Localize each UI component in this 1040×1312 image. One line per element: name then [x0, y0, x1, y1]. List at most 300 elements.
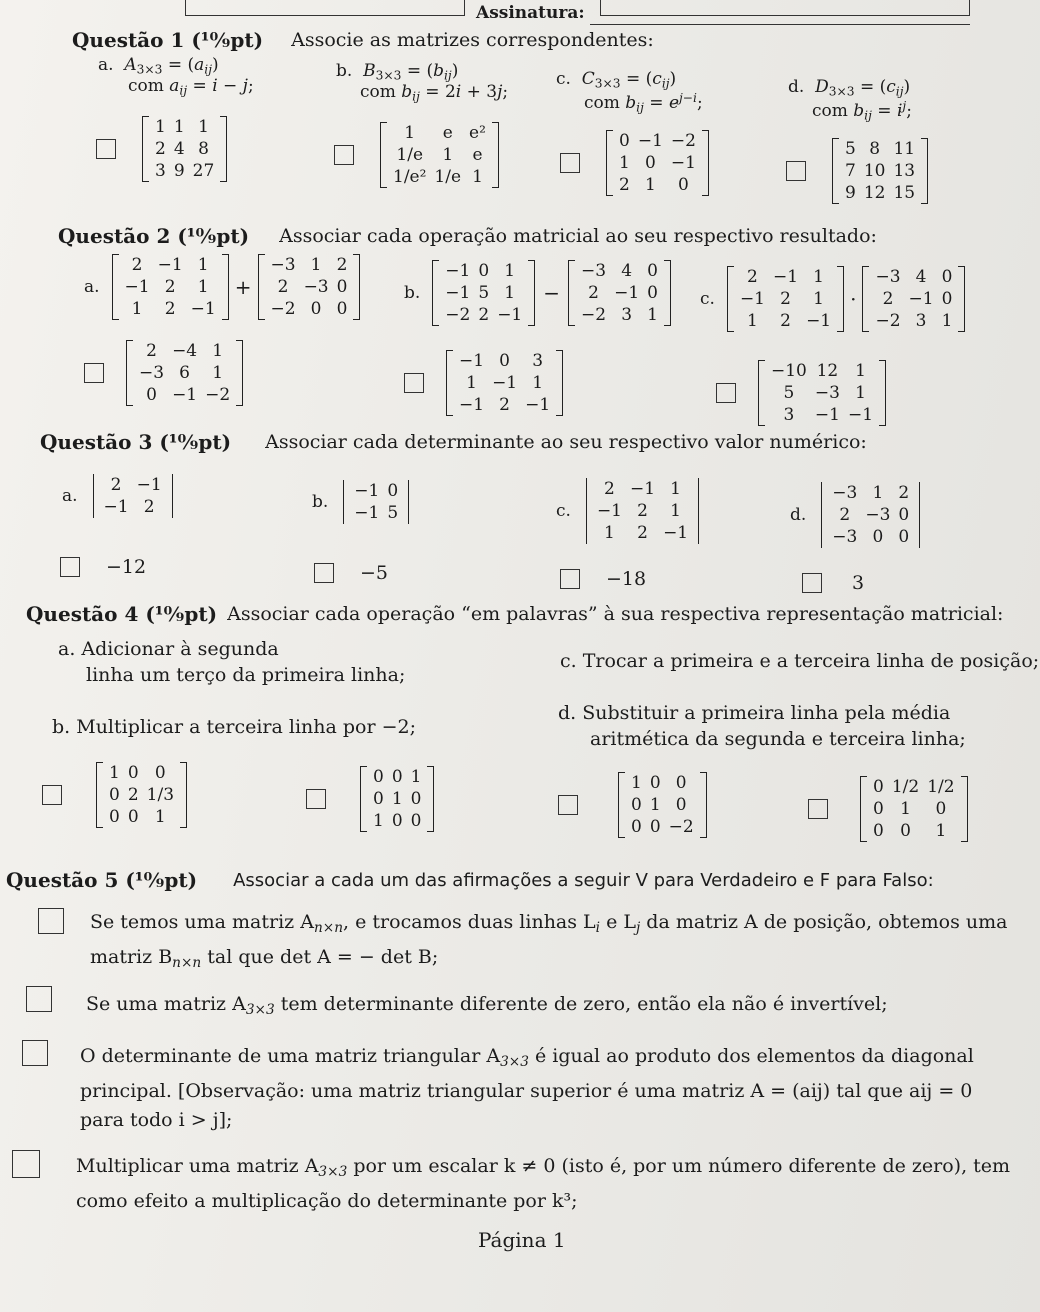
matrix-row — [841, 182, 919, 204]
matrix-entry: 1 — [504, 261, 516, 281]
matrix — [126, 340, 243, 406]
matrix-entry: −3 — [832, 483, 858, 503]
checkbox[interactable] — [42, 785, 62, 805]
checkbox[interactable] — [560, 153, 580, 173]
header-cell — [600, 0, 970, 16]
matrix-entry: −1 — [124, 277, 150, 297]
matrix-entry: 0 — [873, 799, 884, 819]
checkbox[interactable] — [716, 383, 736, 403]
matrix-entry: −1 — [354, 481, 380, 501]
matrix-entry: 9 — [173, 161, 185, 181]
matrix-entry: 2 — [478, 305, 490, 325]
matrix-entry: −1 — [596, 501, 622, 521]
matrix-row — [105, 784, 178, 806]
matrix — [432, 260, 535, 326]
matrix-entry: 0 — [649, 773, 661, 793]
matrix-entry: −3 — [581, 261, 607, 281]
matrix-entry: 0 — [935, 799, 947, 819]
q3-det-d: d. −3 1 2 2 −3 0 −3 0 0 — [790, 482, 921, 548]
signature-label: Assinatura: — [476, 3, 585, 23]
matrix-entry: 0 — [154, 763, 166, 783]
matrix-entry: 0 — [941, 289, 953, 309]
q4-option-3 — [558, 772, 707, 838]
matrix-entry: −2 — [581, 305, 607, 325]
matrix-entry: −1 — [136, 475, 162, 495]
determinant — [585, 478, 700, 544]
matrix-entry: 1/2 — [891, 777, 920, 797]
checkbox[interactable] — [96, 139, 116, 159]
matrix-row — [869, 820, 959, 842]
matrix-entry: 11 — [893, 139, 916, 159]
matrix-entry: −3 — [303, 277, 329, 297]
matrix-entry: 1 — [670, 479, 681, 499]
matrix-entry: 10 — [863, 161, 886, 181]
q4-item-a-1: a. Adicionar à segunda — [58, 638, 279, 660]
matrix-entry: 3 — [783, 405, 795, 425]
matrix-row — [121, 298, 220, 320]
matrix-entry: 2 — [110, 475, 122, 495]
matrix-entry: 1 — [935, 821, 947, 841]
matrix-entry: 1 — [404, 123, 416, 143]
q1-option-2 — [334, 122, 499, 188]
matrix-row — [135, 340, 234, 362]
matrix-entry: −1 — [663, 523, 689, 543]
matrix-entry: 2 — [637, 501, 648, 521]
matrix-entry: 0 — [478, 261, 490, 281]
matrix-entry: 1 — [941, 311, 953, 331]
matrix-row — [871, 310, 956, 332]
matrix-entry: 3 — [532, 351, 544, 371]
matrix-entry: −1 — [354, 503, 380, 523]
matrix-entry: −3 — [270, 255, 296, 275]
matrix-entry: 0 — [647, 283, 658, 303]
q5-text: Associar a cada um das afirmações a seguir V para Verdadeiro e F para Falso: — [233, 869, 934, 891]
matrix-entry: 1 — [649, 795, 661, 815]
q4-item-c: c. Trocar a primeira e a terceira linha de posição; — [560, 650, 1040, 672]
signature-line[interactable] — [590, 24, 970, 25]
matrix — [258, 254, 361, 320]
matrix-entry: 0 — [410, 789, 422, 809]
matrix-entry: 1/e — [396, 145, 424, 165]
matrix-entry: 1 — [532, 373, 544, 393]
matrix-entry: 0 — [127, 763, 139, 783]
matrix-entry: 15 — [893, 183, 916, 203]
matrix-entry: −2 — [205, 385, 231, 405]
q3-det-a: a. 2 −1 −1 2 — [62, 474, 174, 518]
matrix-row — [369, 810, 425, 832]
matrix-row — [736, 310, 835, 332]
matrix-row — [593, 478, 692, 500]
matrix-entry: −2 — [670, 131, 696, 151]
statement-4: Multiplicar uma matriz $A_{3\times 3}$ por um escalar k ≠ 0 (isto é, por um número diferente de zero), tem como efeito a multiplicação do determinante por k³; — [76, 1155, 1011, 1213]
matrix-entry: −1 — [190, 299, 216, 319]
q2-result-2 — [404, 350, 563, 416]
page-number: Página 1 — [478, 1228, 566, 1252]
matrix-row — [767, 360, 877, 382]
matrix-entry: 1 — [466, 373, 477, 393]
matrix-entry: 0 — [391, 811, 403, 831]
matrix-entry: 2 — [336, 255, 348, 275]
matrix-entry: 5 — [387, 503, 399, 523]
matrix-entry: 1 — [198, 117, 209, 137]
matrix-entry: 0 — [644, 153, 656, 173]
q4-text: Associar cada operação “em palavras” à sua respectiva representação matricial: — [227, 603, 1004, 625]
matrix-entry: 12 — [816, 361, 839, 381]
matrix-entry: 2 — [588, 283, 599, 303]
matrix-row — [389, 122, 490, 144]
matrix — [727, 266, 844, 332]
value: 3 — [852, 572, 865, 594]
matrix-entry: 2 — [155, 139, 166, 159]
matrix-entry: −10 — [771, 361, 807, 381]
matrix-row — [627, 794, 698, 816]
matrix-entry: 5 — [478, 283, 490, 303]
matrix-entry: 2 — [619, 175, 630, 195]
q3-text: Associar cada determinante ao seu respectivo valor numérico: — [265, 431, 867, 453]
q1-item-a: a. $A_{3\times 3} = (a_{ij})$ com $a_{ij} = i - j$; — [98, 55, 254, 98]
matrix-entry: 1 — [872, 483, 884, 503]
matrix — [380, 122, 499, 188]
matrix-entry: 2 — [882, 289, 894, 309]
matrix — [618, 772, 707, 838]
matrix-row — [151, 160, 218, 182]
matrix-entry: −1 — [614, 283, 640, 303]
matrix-entry: −3 — [832, 527, 858, 547]
determinant — [342, 480, 410, 524]
checkbox[interactable] — [334, 145, 354, 165]
matrix-entry: 0 — [873, 821, 884, 841]
q3-title: Questão 3 (¹⁰⁄₉pt) — [40, 430, 232, 454]
matrix-entry: 7 — [845, 161, 856, 181]
matrix-entry: 0 — [678, 175, 689, 195]
matrix-entry: 4 — [915, 267, 927, 287]
matrix-entry: 0 — [647, 261, 658, 281]
matrix-entry: 2 — [277, 277, 289, 297]
matrix-row — [615, 174, 700, 196]
value: −18 — [606, 568, 647, 590]
matrix-row — [350, 502, 402, 524]
value: −12 — [106, 556, 147, 578]
q4-item-b: b. Multiplicar a terceira linha por −2; — [52, 716, 416, 738]
matrix-entry: −1 — [459, 351, 485, 371]
matrix-entry: 2 — [839, 505, 851, 525]
matrix-entry: 2 — [604, 479, 615, 499]
matrix-entry: 2 — [780, 289, 791, 309]
matrix — [96, 762, 187, 828]
value: −5 — [360, 562, 389, 584]
matrix-entry: 8 — [869, 139, 881, 159]
matrix — [568, 260, 671, 326]
matrix-entry: 0 — [391, 767, 403, 787]
matrix-entry: 1 — [131, 299, 143, 319]
q2-operation-c: c. 2 −1 1 −1 2 1 1 2 −1 · −3 4 0 2 −1 0 −2 3 1 — [700, 266, 965, 332]
matrix-entry: 1 — [747, 311, 758, 331]
matrix — [112, 254, 229, 320]
matrix-entry: −1 — [497, 305, 523, 325]
matrix-row — [627, 816, 698, 838]
matrix-entry: 1 — [391, 789, 403, 809]
matrix-entry: 9 — [845, 183, 856, 203]
matrix-row — [767, 404, 877, 426]
matrix-row — [627, 772, 698, 794]
matrix-entry: 0 — [898, 527, 910, 547]
matrix-entry: 0 — [310, 299, 322, 319]
matrix-entry: 0 — [649, 817, 661, 837]
matrix-entry: 0 — [109, 785, 120, 805]
matrix-row — [350, 480, 402, 502]
matrix-entry: 1 — [647, 305, 658, 325]
matrix-entry: −1 — [445, 261, 471, 281]
determinant — [820, 482, 921, 548]
matrix-entry: 5 — [783, 383, 795, 403]
matrix-row — [828, 504, 913, 526]
matrix-row — [615, 130, 700, 152]
matrix-entry: −1 — [670, 153, 696, 173]
matrix — [142, 116, 227, 182]
matrix-row — [369, 788, 425, 810]
matrix-row — [736, 266, 835, 288]
matrix-row — [389, 144, 490, 166]
matrix-entry: 1 — [155, 117, 166, 137]
matrix-entry: 0 — [631, 817, 642, 837]
matrix-entry: 1 — [855, 361, 866, 381]
matrix-entry: −4 — [172, 341, 198, 361]
checkbox[interactable] — [808, 799, 828, 819]
q1-text: Associe as matrizes correspondentes: — [291, 29, 654, 51]
matrix-row — [767, 382, 877, 404]
matrix-entry: 2 — [898, 483, 910, 503]
q4-item-a-2: linha um terço da primeira linha; — [86, 664, 406, 686]
matrix-entry: 0 — [387, 481, 399, 501]
matrix — [860, 776, 968, 842]
header-cell — [185, 0, 465, 16]
matrix-row — [267, 276, 352, 298]
matrix-entry: 1 — [813, 267, 824, 287]
matrix-row — [455, 394, 554, 416]
matrix-entry: −1 — [847, 405, 874, 425]
q1-item-d: d. $D_{3\times 3} = (c_{ij})$ com $b_{ij} = i^j$; — [788, 77, 912, 123]
matrix-row — [369, 766, 425, 788]
q1-title: Questão 1 (¹⁰⁄₉pt) — [72, 28, 264, 52]
matrix-entry: 1 — [212, 363, 224, 383]
matrix-entry: 1 — [855, 383, 866, 403]
matrix-entry: 2 — [164, 277, 176, 297]
statement-1: Se temos uma matriz $A_{n\times n}$, e trocamos duas linhas $L_i$ e $L_j$ da matriz A de posição, obtemos uma matriz $B_{n\times n}$ tal que det A = − det B; — [90, 911, 1008, 972]
statement-2: Se uma matriz $A_{3\times 3}$ tem determinante diferente de zero, então ela não é invertível; — [86, 993, 888, 1019]
matrix-entry: −2 — [445, 305, 471, 325]
matrix-entry: 1 — [173, 117, 185, 137]
matrix-entry: −2 — [875, 311, 901, 331]
matrix-row — [105, 762, 178, 784]
matrix-entry: 0 — [675, 773, 687, 793]
matrix-entry: 0 — [872, 527, 884, 547]
matrix-entry: 5 — [845, 139, 856, 159]
matrix-entry: −1 — [525, 395, 551, 415]
matrix-entry: −1 — [814, 405, 840, 425]
checkbox[interactable] — [404, 373, 424, 393]
checkbox[interactable] — [802, 573, 822, 593]
matrix-entry: −1 — [103, 497, 129, 517]
statement-2-checkbox[interactable] — [26, 986, 52, 1012]
q1-item-b: b. $B_{3\times 3} = (b_{ij})$ com $b_{ij} = 2i + 3j$; — [336, 61, 509, 104]
matrix-entry: −1 — [445, 283, 471, 303]
q3-value-3 — [560, 568, 646, 590]
matrix-row — [105, 806, 178, 828]
matrix-entry: e — [472, 145, 483, 165]
matrix-entry: 2 — [127, 785, 139, 805]
matrix-entry: 0 — [336, 277, 348, 297]
matrix-entry: 0 — [336, 299, 348, 319]
matrix-entry: 0 — [873, 777, 884, 797]
matrix-entry: 3 — [621, 305, 633, 325]
matrix-row — [135, 362, 234, 384]
matrix-row — [121, 276, 220, 298]
q4-option-1 — [42, 762, 187, 828]
matrix — [758, 360, 886, 426]
matrix-entry: 3 — [155, 161, 166, 181]
q4-title: Questão 4 (¹⁰⁄₉pt) — [26, 602, 218, 626]
matrix-entry: 2 — [499, 395, 510, 415]
matrix-entry: 1 — [604, 523, 615, 543]
matrix-row — [441, 260, 526, 282]
matrix-entry: 1/3 — [146, 785, 175, 805]
matrix-entry: 13 — [893, 161, 916, 181]
matrix-row — [100, 474, 166, 496]
checkbox[interactable] — [786, 161, 806, 181]
matrix-row — [135, 384, 234, 406]
matrix-row — [577, 260, 662, 282]
matrix-entry: −3 — [814, 383, 840, 403]
matrix-entry: 1 — [197, 255, 209, 275]
matrix-entry: 0 — [631, 795, 642, 815]
q2-text: Associar cada operação matricial ao seu respectivo resultado: — [279, 225, 877, 247]
q4-option-2 — [306, 766, 434, 832]
q1-item-c: c. $C_{3\times 3} = (c_{ij})$ com $b_{ij} = e^{j-i}$; — [556, 69, 703, 115]
checkbox[interactable] — [558, 795, 578, 815]
statement-1-checkbox[interactable] — [38, 908, 64, 934]
matrix-row — [121, 254, 220, 276]
matrix-entry: 27 — [192, 161, 215, 181]
matrix-row — [577, 282, 662, 304]
matrix-entry: 1 — [504, 283, 516, 303]
matrix-entry: 1 — [900, 799, 911, 819]
q2-operation-b: b. −1 0 1 −1 5 1 −2 2 −1 − −3 4 0 2 −1 0 −2 3 1 — [404, 260, 671, 326]
matrix-row — [841, 160, 919, 182]
matrix-entry: 6 — [179, 363, 190, 383]
matrix-entry: 1 — [109, 763, 120, 783]
q2-result-3 — [716, 360, 886, 426]
matrix-row — [869, 776, 959, 798]
matrix-row — [100, 496, 166, 518]
matrix-row — [828, 526, 913, 548]
matrix-entry: −1 — [157, 255, 183, 275]
matrix-row — [267, 254, 352, 276]
matrix-entry: 2 — [637, 523, 648, 543]
matrix-entry: −1 — [630, 479, 656, 499]
matrix-entry: 1 — [619, 153, 630, 173]
q3-det-b: b. −1 0 −1 5 — [312, 480, 410, 524]
matrix-row — [151, 116, 218, 138]
q3-value-1 — [60, 556, 146, 578]
matrix-entry: 1/e² — [393, 167, 427, 187]
matrix-entry: −3 — [865, 505, 891, 525]
q4-option-4 — [808, 776, 968, 842]
matrix-row — [828, 482, 913, 504]
matrix-entry: −1 — [908, 289, 934, 309]
matrix-entry: 1 — [310, 255, 322, 275]
checkbox[interactable] — [306, 789, 326, 809]
matrix-entry: 1 — [410, 767, 422, 787]
q3-det-c: c. 2 −1 1 −1 2 1 1 2 −1 — [556, 478, 700, 544]
matrix-entry: −1 — [739, 289, 765, 309]
matrix-entry: 0 — [410, 811, 422, 831]
matrix — [360, 766, 434, 832]
matrix-entry: −3 — [139, 363, 165, 383]
matrix-entry: 1 — [670, 501, 681, 521]
checkbox[interactable] — [314, 563, 334, 583]
matrix — [446, 350, 563, 416]
matrix-entry: −1 — [459, 395, 485, 415]
matrix-entry: 0 — [675, 795, 687, 815]
checkbox[interactable] — [84, 363, 104, 383]
matrix-entry: 0 — [619, 131, 630, 151]
matrix-entry: −1 — [773, 267, 799, 287]
matrix-entry: 0 — [373, 789, 384, 809]
q1-option-1 — [96, 116, 227, 182]
q2-title: Questão 2 (¹⁰⁄₉pt) — [58, 224, 250, 248]
matrix-entry: −3 — [875, 267, 901, 287]
matrix-entry: 1 — [813, 289, 824, 309]
statement-4-checkbox[interactable] — [12, 1150, 40, 1178]
matrix-entry: 1/e — [434, 167, 462, 187]
matrix-entry: e — [442, 123, 453, 143]
matrix-entry: −1 — [806, 311, 832, 331]
q1-option-3 — [560, 130, 709, 196]
matrix-entry: 1 — [631, 773, 642, 793]
matrix-entry: 0 — [373, 767, 384, 787]
q3-value-4 — [802, 572, 864, 594]
matrix-entry: 1 — [644, 175, 656, 195]
matrix-entry: 2 — [780, 311, 791, 331]
matrix-row — [593, 500, 692, 522]
q1-option-4 — [786, 138, 928, 204]
matrix-entry: 2 — [747, 267, 758, 287]
matrix-entry: 2 — [143, 497, 155, 517]
matrix-row — [455, 350, 554, 372]
q4-item-d-2: aritmética da segunda e terceira linha; — [590, 728, 966, 750]
matrix-entry: 2 — [164, 299, 176, 319]
matrix-entry: 0 — [109, 807, 120, 827]
matrix-entry: 0 — [127, 807, 139, 827]
matrix-entry: 12 — [863, 183, 886, 203]
q5-title: Questão 5 (¹⁰⁄₉pt) — [6, 868, 198, 892]
matrix-row — [267, 298, 352, 320]
checkbox[interactable] — [60, 557, 80, 577]
statement-3-checkbox[interactable] — [22, 1040, 48, 1066]
matrix-entry: 1 — [442, 145, 454, 165]
checkbox[interactable] — [560, 569, 580, 589]
matrix-entry: −1 — [637, 131, 663, 151]
matrix-entry: 0 — [941, 267, 953, 287]
matrix-entry: 1/2 — [927, 777, 955, 797]
q3-value-2 — [314, 562, 388, 584]
matrix-row — [869, 798, 959, 820]
matrix-entry: 0 — [499, 351, 510, 371]
matrix-row — [841, 138, 919, 160]
matrix-entry: 2 — [131, 255, 143, 275]
matrix-entry: 1 — [472, 167, 483, 187]
matrix-entry: 3 — [915, 311, 927, 331]
